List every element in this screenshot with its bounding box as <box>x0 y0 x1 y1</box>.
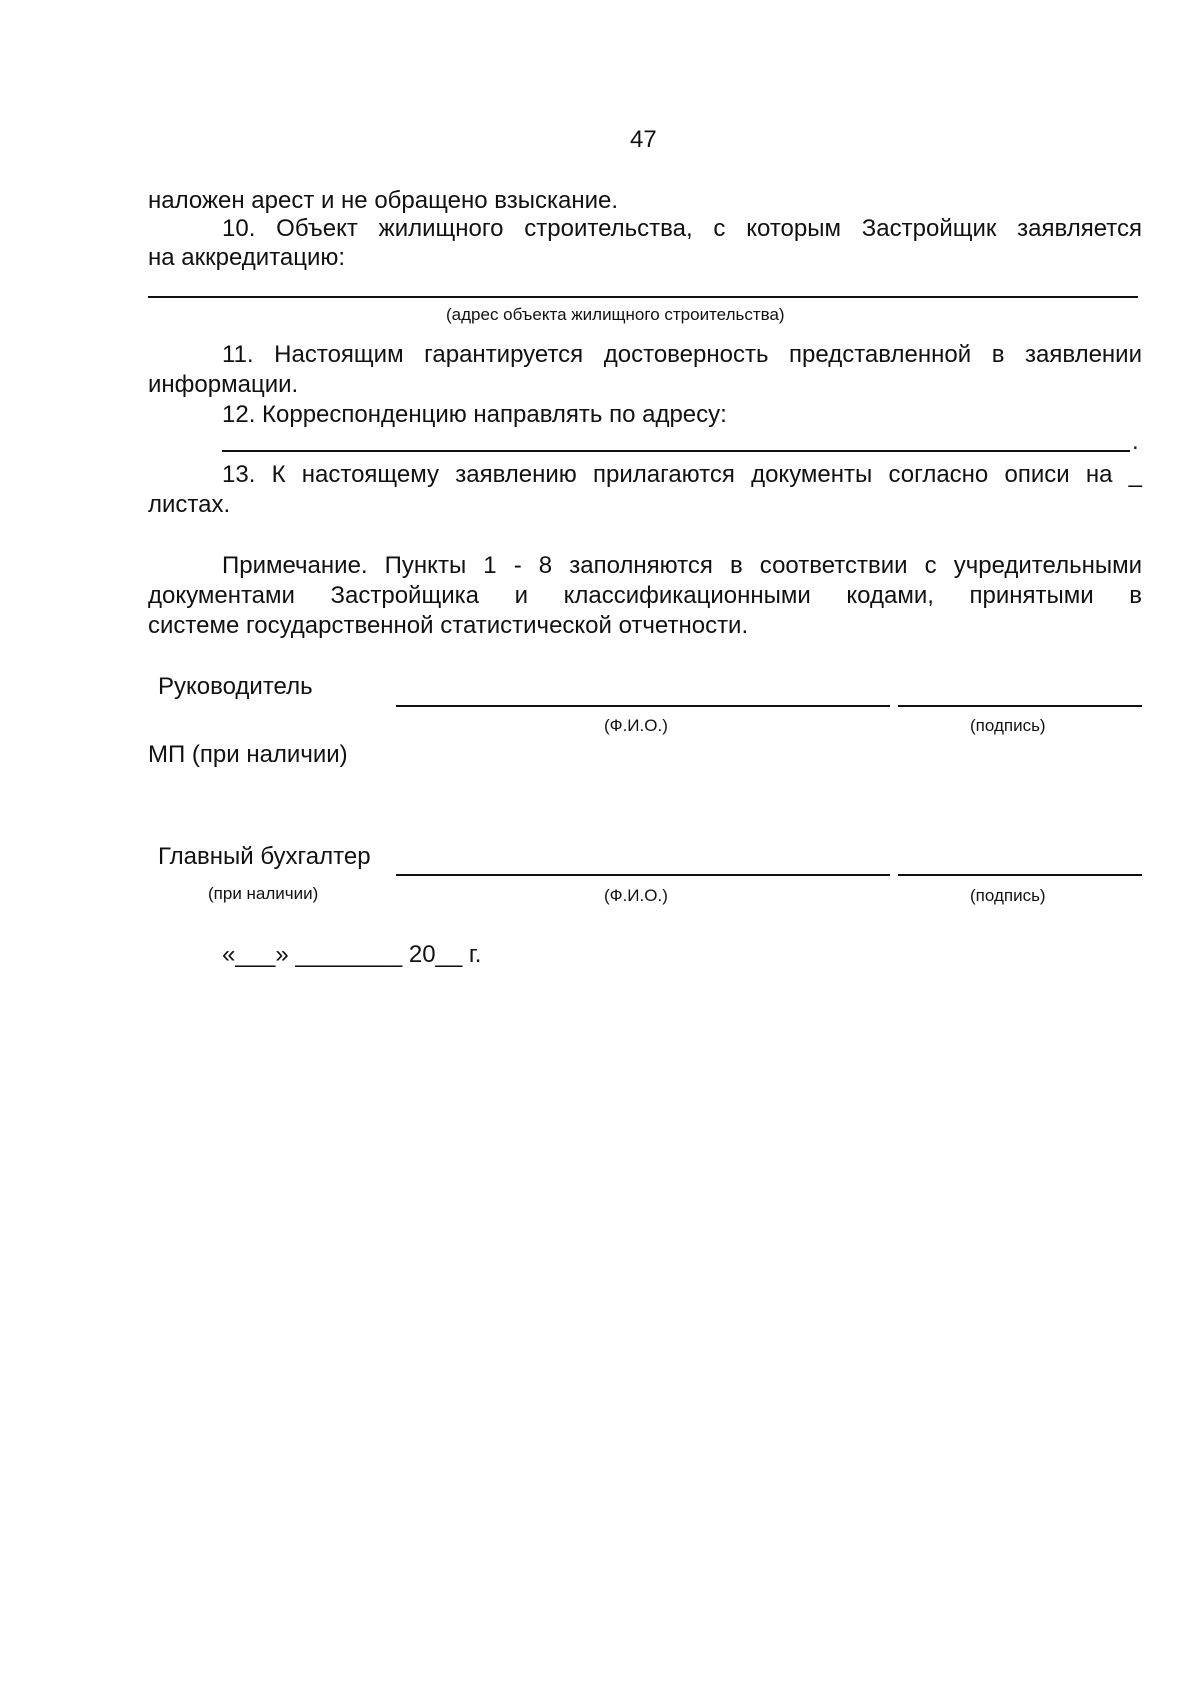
item-11-line-1: 11. Настоящим гарантируется достоверность представленной в заявлении <box>222 341 1142 368</box>
paragraph-continuation: наложен арест и не обращено взыскание. <box>148 187 618 214</box>
note-line-1: Примечание. Пункты 1 - 8 заполняются в соответствии с учредительными <box>222 552 1142 579</box>
seal-label: МП (при наличии) <box>148 741 348 768</box>
accountant-signature-line[interactable] <box>898 874 1142 876</box>
accountant-fio-line[interactable] <box>396 874 890 876</box>
accountant-label: Главный бухгалтер <box>158 843 371 870</box>
date-line[interactable]: «___» ________ 20__ г. <box>222 941 482 968</box>
item-11-line-2: информации. <box>148 371 299 398</box>
note-line-2: документами Застройщика и классификационными кодами, принятыми в <box>148 582 1142 609</box>
item-12-end-dot: . <box>1132 428 1139 455</box>
item-10-line-2: на аккредитацию: <box>148 244 346 271</box>
item-10-line-1: 10. Объект жилищного строительства, с которым Застройщик заявляется <box>222 215 1142 242</box>
head-signature-caption: (подпись) <box>970 716 1046 735</box>
head-fio-caption: (Ф.И.О.) <box>604 716 668 735</box>
correspondence-address-line[interactable] <box>222 450 1130 452</box>
note-line-3: системе государственной статистической отчетности. <box>148 612 749 639</box>
page-number: 47 <box>630 126 657 153</box>
accountant-fio-caption: (Ф.И.О.) <box>604 886 668 905</box>
accountant-sub-caption: (при наличии) <box>208 884 319 903</box>
address-blank-line[interactable] <box>148 296 1138 298</box>
address-caption: (адрес объекта жилищного строительства) <box>446 305 785 324</box>
item-13-line-2: листах. <box>148 491 231 518</box>
head-label: Руководитель <box>158 673 313 700</box>
item-12-text: 12. Корреспонденцию направлять по адресу: <box>222 401 727 428</box>
head-signature-line[interactable] <box>898 705 1142 707</box>
accountant-signature-caption: (подпись) <box>970 886 1046 905</box>
head-fio-line[interactable] <box>396 705 890 707</box>
item-13-line-1: 13. К настоящему заявлению прилагаются документы согласно описи на _ <box>222 461 1142 488</box>
